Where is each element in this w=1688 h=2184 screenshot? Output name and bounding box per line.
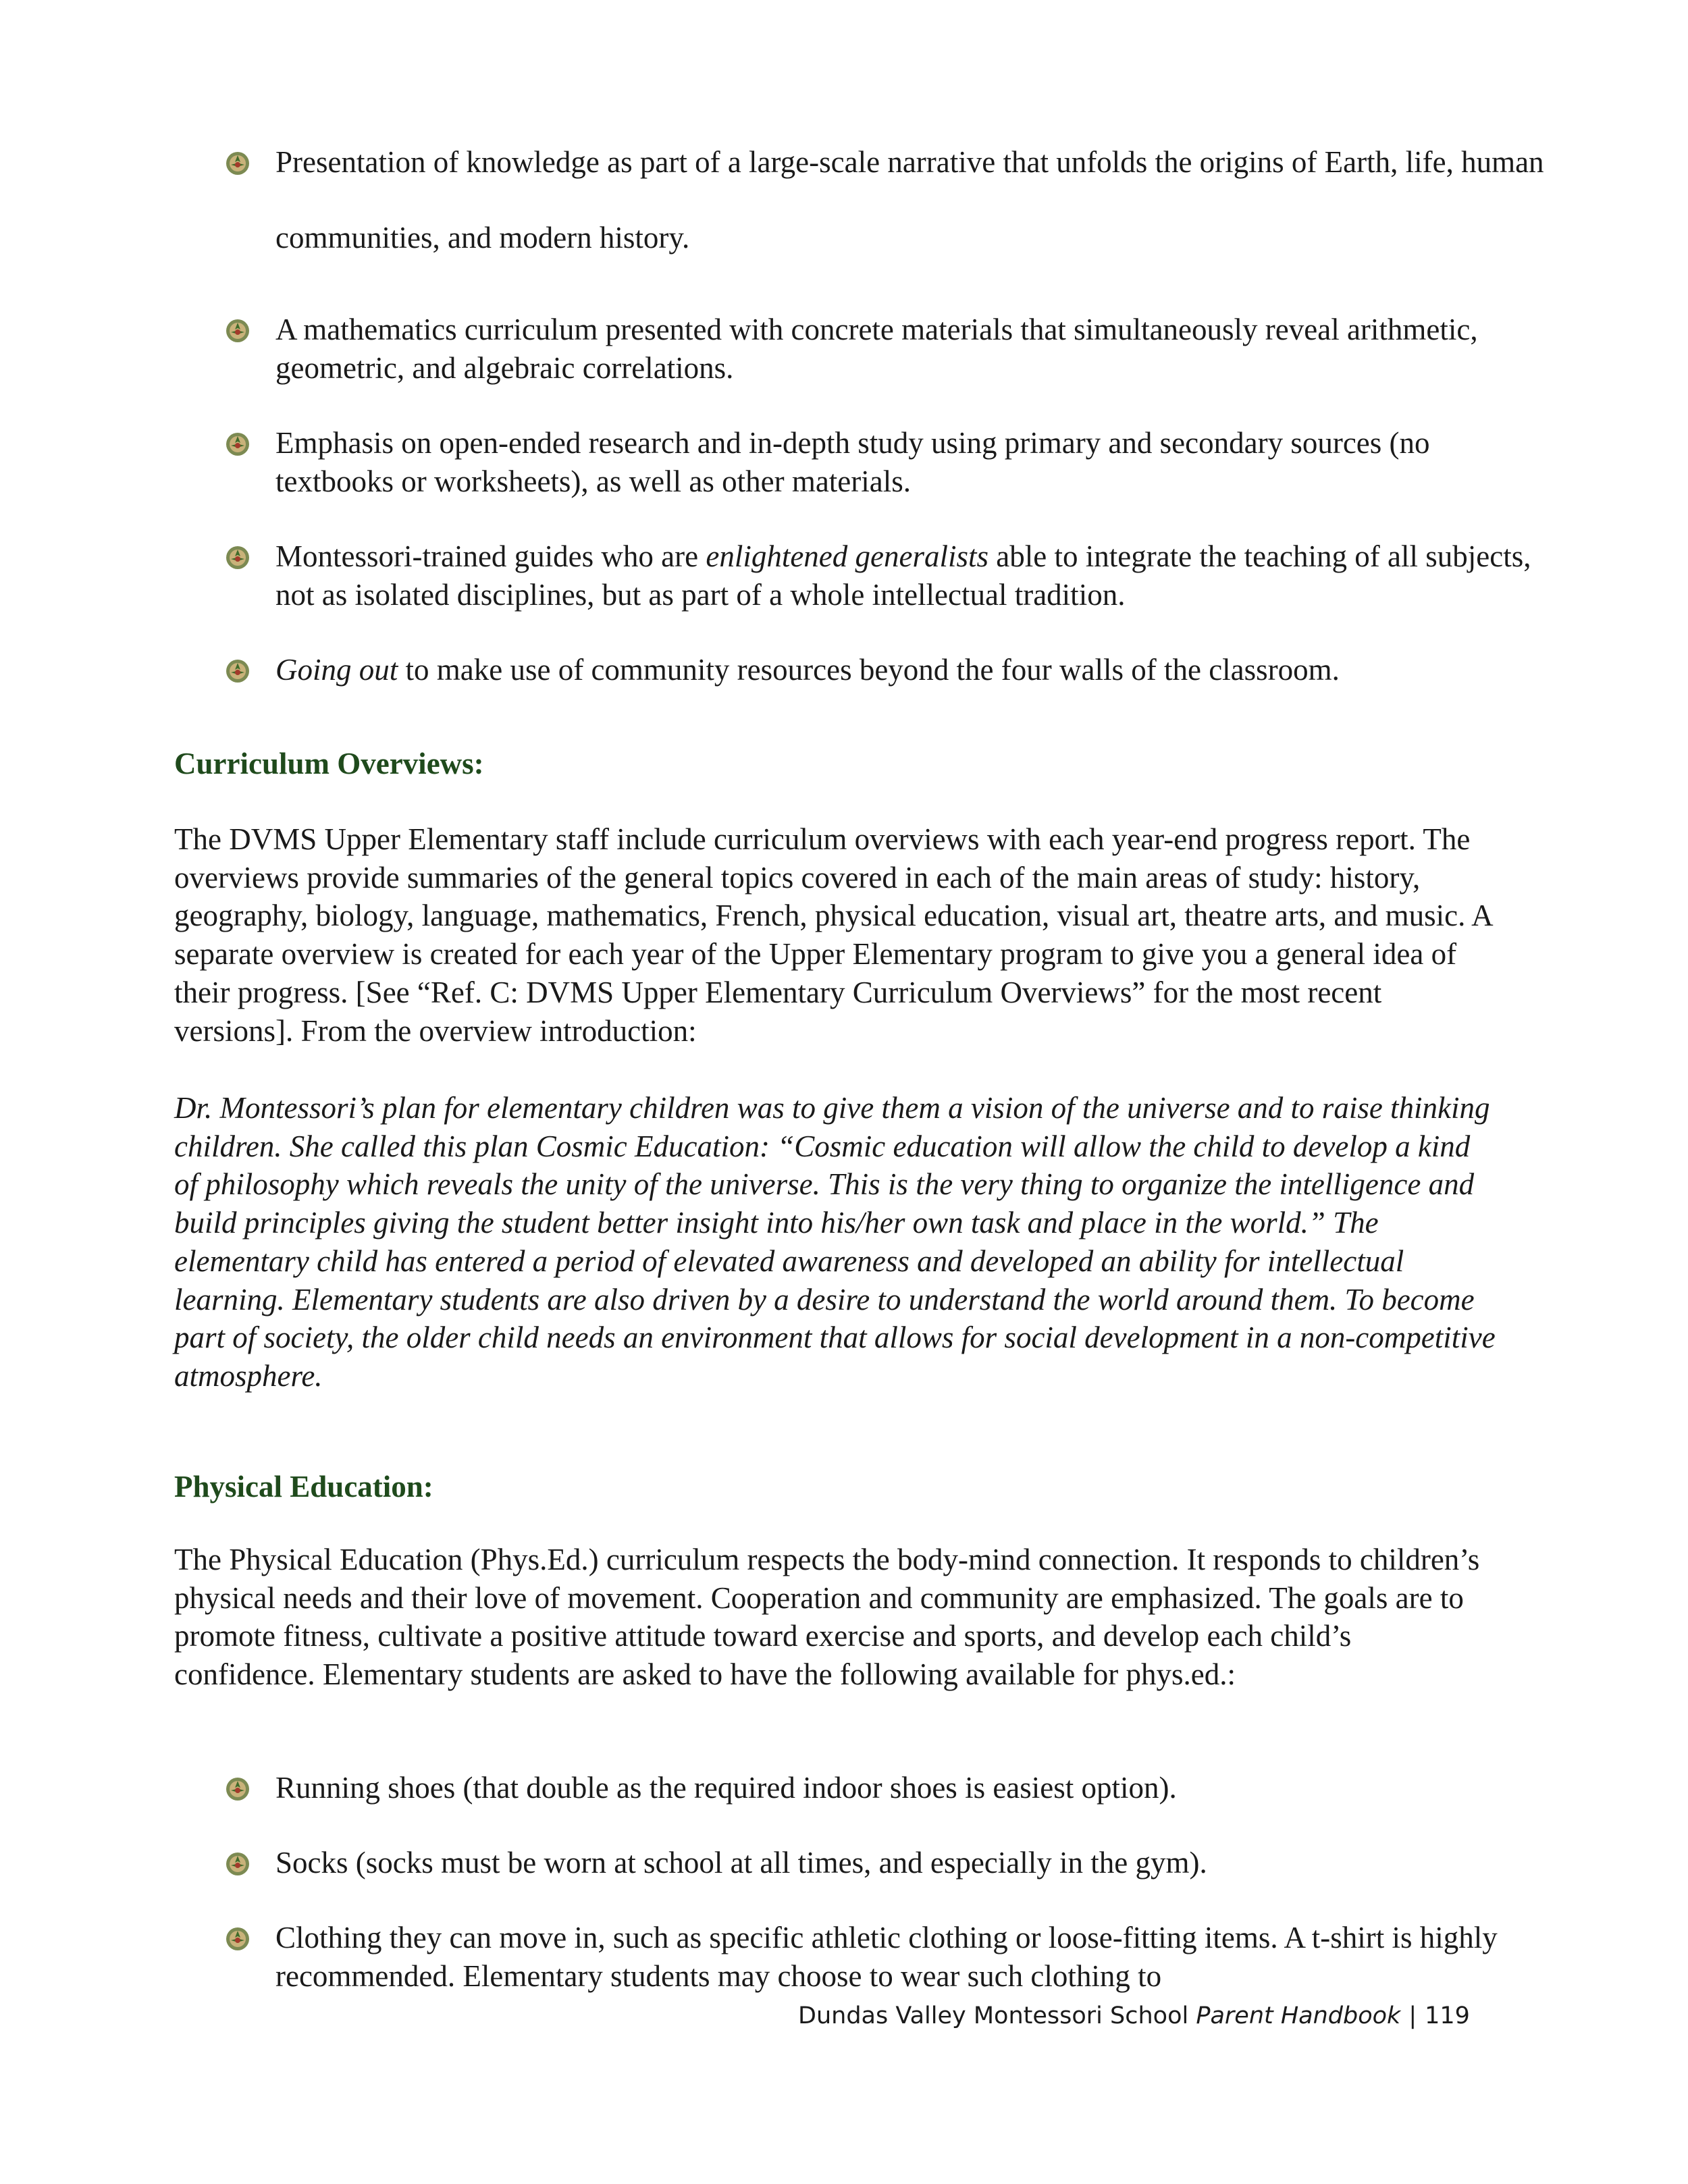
curriculum-overviews-heading: Curriculum Overviews: — [174, 747, 484, 780]
footer-handbook-title: Parent Handbook — [1196, 2002, 1401, 2029]
bullet-item — [226, 1919, 1549, 1996]
flower-bullet-icon — [226, 319, 250, 343]
flower-bullet-icon — [226, 659, 250, 683]
bullet-list-top — [226, 143, 1549, 726]
physical-education-paragraph: The Physical Education (Phys.Ed.) curriculum respects the body-mind connection. It responds to children’s physical needs and their love of movement. Cooperation and community are emphasized. The goals are to promote fitness, cultivate a positive attitude toward exercise and sports, and develop each child’s confidence. Elementary students are asked to have the following available for phys.ed.: — [174, 1543, 1480, 1692]
bullet-item — [226, 651, 1549, 689]
footer-separator: | — [1408, 2002, 1417, 2029]
bullet-item — [226, 124, 1549, 275]
bullet-item — [226, 537, 1549, 614]
bullet-item — [226, 424, 1549, 501]
page-footer — [798, 2002, 1541, 2029]
bullet-text-before: Montessori-trained guides who are — [275, 539, 706, 573]
flower-bullet-icon — [226, 1777, 250, 1801]
bullet-list-pe — [226, 1769, 1549, 2032]
bullet-item — [226, 1769, 1549, 1807]
bullet-text: A mathematics curriculum presented with concrete materials that simultaneously reveal arithmetic, geometric, and algebraic correlations. — [275, 313, 1478, 385]
footer-school-name: Dundas Valley Montessori School — [798, 2002, 1189, 2029]
bullet-text: Presentation of knowledge as part of a large-scale narrative that unfolds the origins of Earth, life, human communities, and modern history. — [275, 145, 1544, 255]
bullet-text: Emphasis on open-ended research and in-depth study using primary and secondary sources (no textbooks or worksheets), as well as other materials. — [275, 426, 1430, 498]
bullet-text-after: to make use of community resources beyond the four walls of the classroom. — [398, 653, 1340, 687]
bullet-text: Socks (socks must be worn at school at all times, and especially in the gym). — [275, 1846, 1207, 1880]
flower-bullet-icon — [226, 545, 250, 570]
page-number: 119 — [1425, 2002, 1470, 2029]
bullet-text: Running shoes (that double as the required indoor shoes is easiest option). — [275, 1771, 1177, 1805]
flower-bullet-icon — [226, 151, 250, 176]
bullet-text-emphasis: enlightened generalists — [706, 539, 989, 573]
physical-education-heading: Physical Education: — [174, 1470, 433, 1503]
cosmic-education-quote: Dr. Montessori’s plan for elementary children was to give them a vision of the universe and to raise thinking children. She called this plan Cosmic Education: “Cosmic education will allow the child to develop a kind of philosophy which reveals the unity of the universe. This is the very thing to organize the intelligence and build principles giving the student better insight into his/her own task and place in the world.” The elementary child has entered a period of elevated awareness and developed an ability for intellectual learning. Elementary students are also driven by a desire to understand the world around them. To become part of society, the older child needs an environment that allows for social development in a non-competitive atmosphere. — [174, 1091, 1496, 1393]
bullet-item — [226, 1844, 1549, 1882]
flower-bullet-icon — [226, 1927, 250, 1951]
flower-bullet-icon — [226, 432, 250, 456]
bullet-text-emphasis: Going out — [275, 653, 398, 687]
bullet-text-after: able to integrate the teaching of all subjects, not as isolated disciplines, but as part of a whole intellectual tradition. — [275, 539, 1531, 612]
bullet-item — [226, 311, 1549, 388]
bullet-text: Clothing they can move in, such as specific athletic clothing or loose-fitting items. A t-shirt is highly recommended. Elementary students may choose to wear such clothing to — [275, 1921, 1498, 1993]
flower-bullet-icon — [226, 1852, 250, 1876]
curriculum-overviews-paragraph: The DVMS Upper Elementary staff include curriculum overviews with each year-end progress report. The overviews provide summaries of the general topics covered in each of the main areas of study: history, geography, biology, language, mathematics, French, physical education, visual art, theatre arts, and music. A separate overview is created for each year of the Upper Elementary program to give you a general idea of their progress. [See “Ref. C: DVMS Upper Elementary Curriculum Overviews” for the most recent versions]. From the overview introduction: — [174, 822, 1492, 1048]
